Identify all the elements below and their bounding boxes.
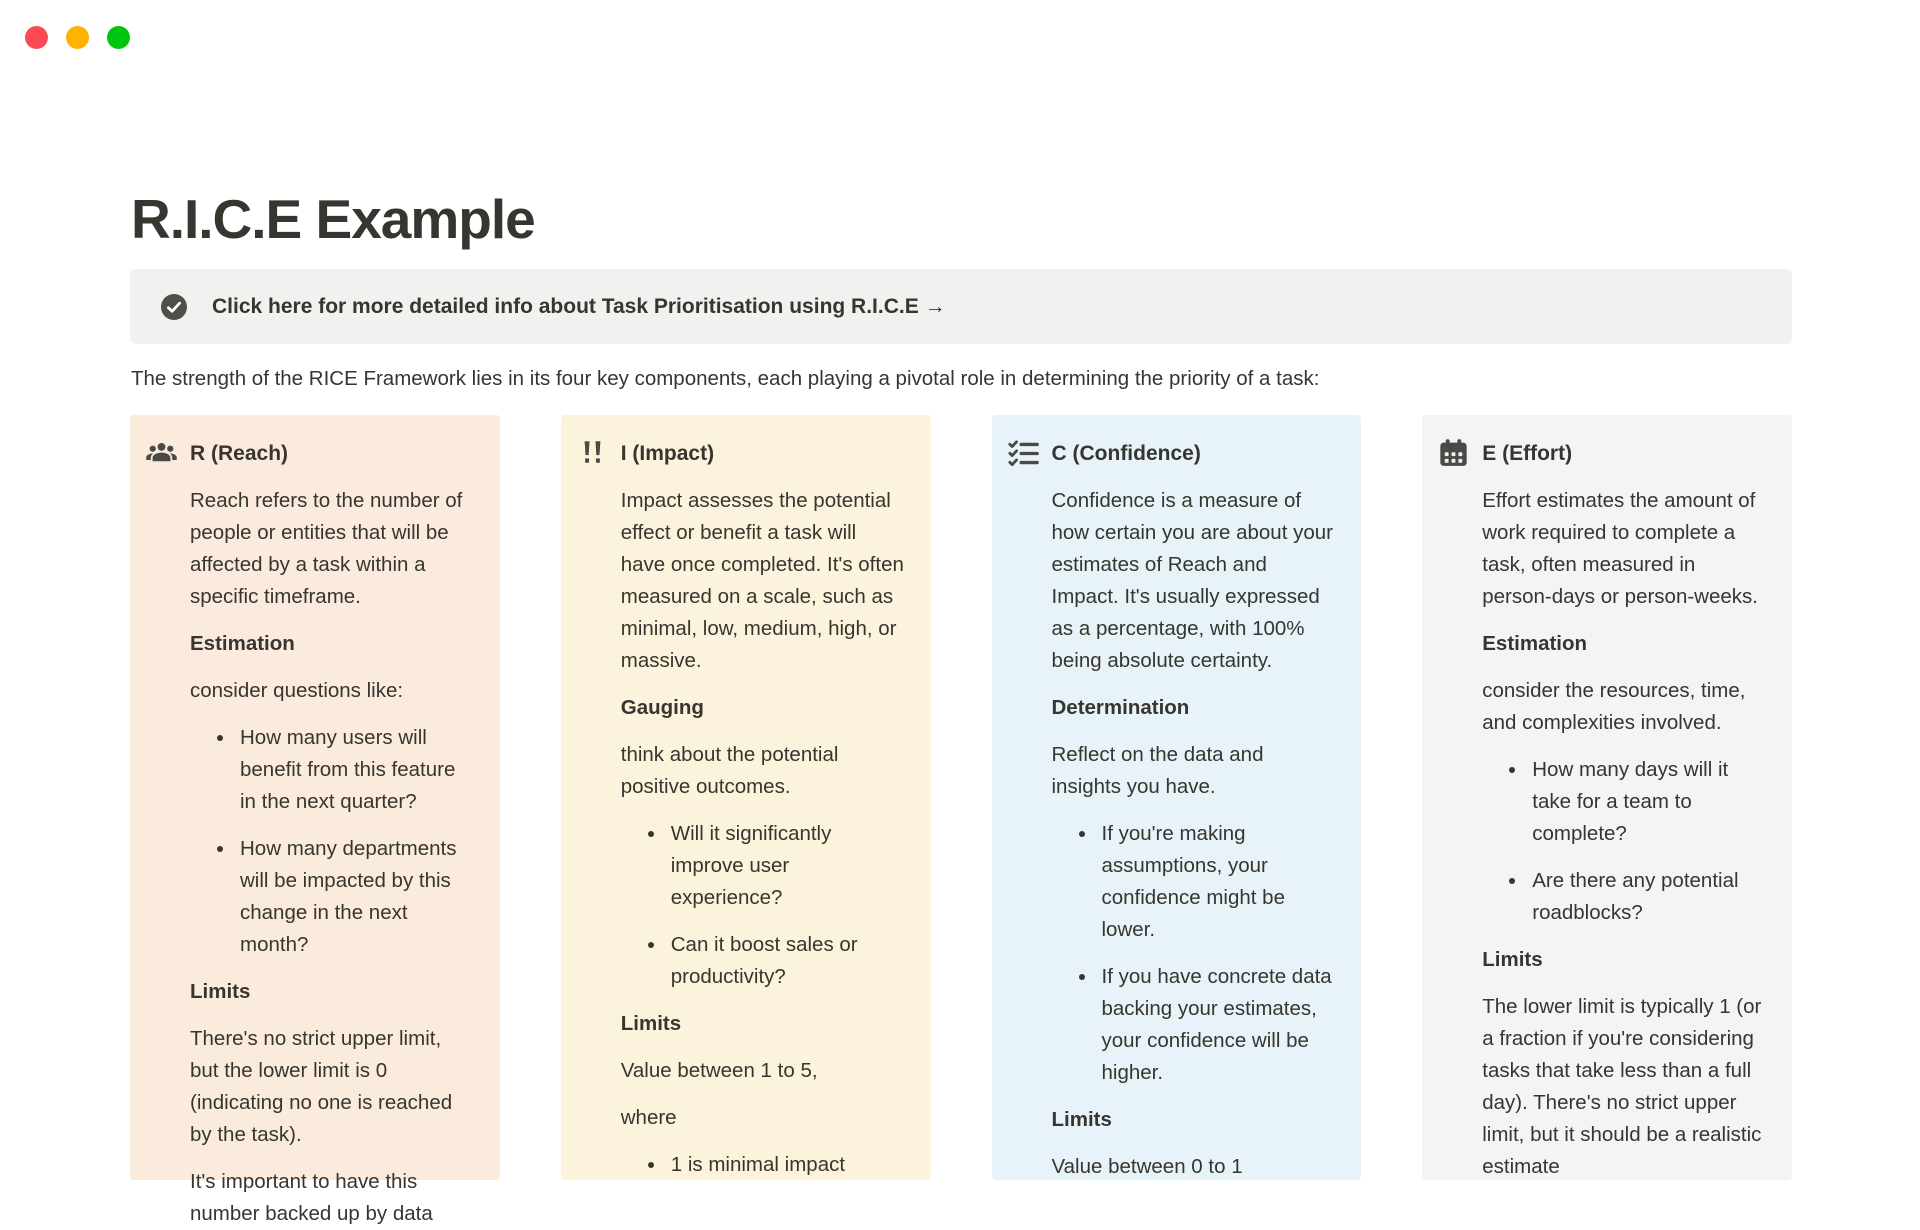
page-title: R.I.C.E Example (131, 188, 535, 250)
bullet-item: • How many days will it take for a team to complete? (1528, 754, 1766, 850)
zoom-button[interactable] (107, 26, 130, 49)
paragraph: Reflect on the data and insights you have. (1051, 743, 1264, 798)
subheading: Limits (190, 980, 251, 1003)
checklist-icon (1008, 438, 1039, 469)
paragraph: Confidence is a measure of how certain you are about your estimates of Reach and Impact. It's usually expressed as a percentage, with 100% being absolute certainty. (1051, 489, 1333, 672)
bullet-item: • Will it significantly improve user experience? (667, 818, 905, 914)
bullet-item: • Are there any potential roadblocks? (1528, 865, 1766, 929)
window-traffic-lights (25, 26, 130, 49)
column-title: C (Confidence) (1051, 442, 1201, 465)
column-effort (1422, 415, 1792, 1180)
subheading: Estimation (1482, 632, 1588, 655)
callout-link[interactable] (130, 269, 1792, 344)
bullet-list (621, 818, 905, 993)
people-group-icon (146, 438, 177, 469)
bullet-list (190, 722, 474, 961)
paragraph: think about the potential positive outcomes. (620, 743, 839, 798)
bullet-list (1482, 754, 1766, 929)
subheading: Limits (620, 1012, 682, 1035)
bullet-item: • How many users will benefit from this feature in the next quarter? (236, 722, 474, 818)
subheading: Gauging (620, 696, 704, 719)
bullet-list (1052, 818, 1336, 1089)
bullet-item: • 1 is minimal impact (667, 1149, 905, 1181)
column-title: I (Impact) (620, 442, 715, 465)
paragraph: consider questions like: (190, 679, 404, 702)
paragraph: where (620, 1106, 677, 1129)
paragraph: Value between 1 to 5, (620, 1059, 818, 1082)
check-circle-icon (160, 293, 188, 321)
subheading: Limits (1051, 1108, 1112, 1131)
bullet-item: • Can it boost sales or productivity? (667, 929, 905, 993)
paragraph: Value between 0 to 1 (1051, 1155, 1243, 1178)
subheading: Determination (1051, 696, 1190, 719)
bullet-item: • If you're making assumptions, your confidence might be lower. (1098, 818, 1336, 946)
paragraph: consider the resources, time, and complexities involved. (1482, 679, 1746, 734)
bullet-list (621, 1149, 905, 1181)
subheading: Limits (1482, 948, 1543, 971)
paragraph: Effort estimates the amount of work required to complete a task, often measured in person-days or person-weeks. (1482, 489, 1758, 608)
bullet-item: • How many departments will be impacted by this change in the next month? (236, 833, 474, 961)
paragraph: Reach refers to the number of people or entities that will be affected by a task within a specific timeframe. (190, 489, 463, 608)
minimize-button[interactable] (66, 26, 89, 49)
paragraph: It's important to have this number backed up by data (190, 1170, 433, 1225)
column-impact (561, 415, 931, 1180)
close-button[interactable] (25, 26, 48, 49)
calendar-icon (1438, 438, 1469, 469)
column-title: E (Effort) (1482, 442, 1573, 465)
columns-row (130, 415, 1792, 1225)
column-reach (130, 415, 500, 1225)
subheading: Estimation (190, 632, 295, 655)
paragraph: There's no strict upper limit, but the lower limit is 0 (indicating no one is reached by the task). (190, 1027, 453, 1146)
bullet-item: • If you have concrete data backing your estimates, your confidence will be higher. (1098, 961, 1336, 1089)
intro-text: The strength of the RICE Framework lies in its four key components, each playing a pivotal role in determining the priority of a task: (131, 367, 1320, 390)
paragraph: The lower limit is typically 1 (or a fraction if you're considering tasks that take less than a full day). There's no strict upper limit, but it should be a realistic estimate (1482, 995, 1762, 1178)
column-confidence (992, 415, 1362, 1180)
callout-text: Click here for more detailed info about Task Prioritisation using R.I.C.E → (212, 294, 946, 318)
double-exclamation-icon (577, 438, 608, 469)
paragraph: Impact assesses the potential effect or benefit a task will have once completed. It's often measured on a scale, such as minimal, low, medium, high, or massive. (620, 489, 904, 672)
column-title: R (Reach) (190, 442, 289, 465)
